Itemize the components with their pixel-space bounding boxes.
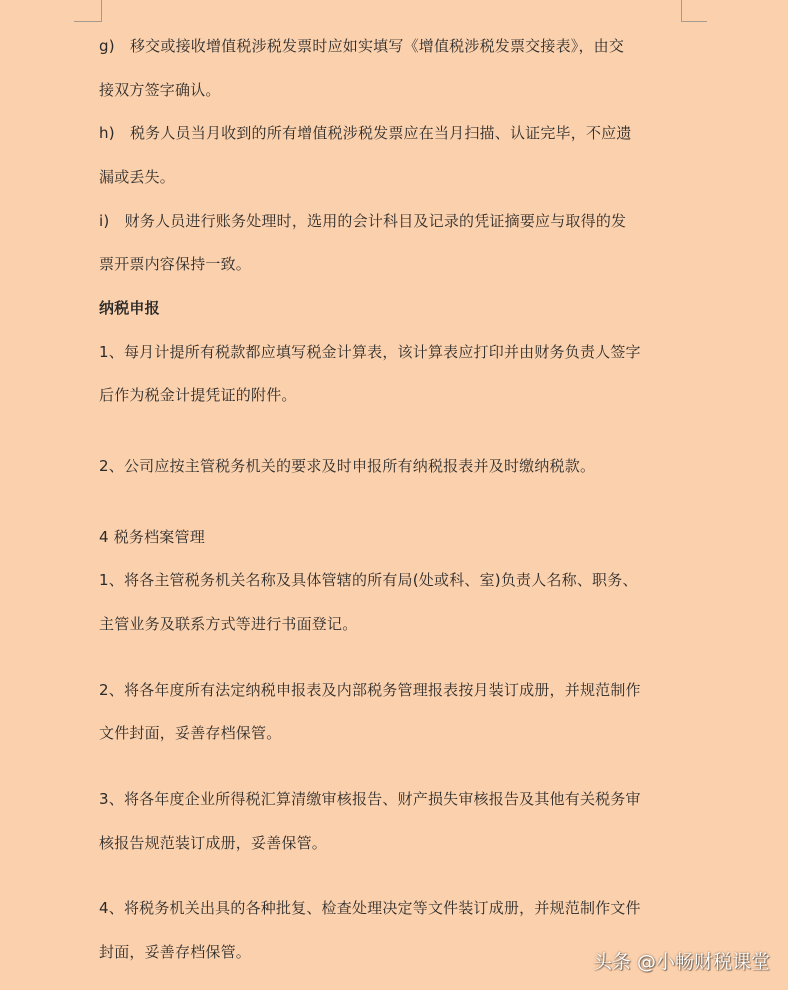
item-g-line-1: g) 移交或接收增值税涉税发票时应如实填写《增值税涉税发票交接表》，由交: [99, 37, 625, 55]
archive-item-3-line-2: 核报告规范装订成册，妥善保管。: [99, 834, 328, 852]
section-heading-tax-archive: 4 税务档案管理: [99, 528, 205, 546]
item-i-line-1: i) 财务人员进行账务处理时，选用的会计科目及记录的凭证摘要应与取得的发: [99, 212, 627, 230]
archive-item-4-line-2: 封面，妥善存档保管。: [99, 943, 252, 961]
archive-item-2-line-2: 文件封面，妥善存档保管。: [99, 724, 282, 742]
item-g-line-2: 接双方签字确认。: [99, 81, 221, 99]
archive-item-1-line-2: 主管业务及联系方式等进行书面登记。: [99, 615, 358, 633]
archive-item-3-line-1: 3、将各年度企业所得税汇算清缴审核报告、财产损失审核报告及其他有关税务审: [99, 790, 641, 808]
watermark-text: 头条 @小畅财税课堂: [592, 951, 770, 973]
filing-item-2-line-1: 2、公司应按主管税务机关的要求及时申报所有纳税报表并及时缴纳税款。: [99, 457, 596, 475]
section-heading-tax-filing: 纳税申报: [99, 299, 160, 317]
filing-item-1-line-1: 1、每月计提所有税款都应填写税金计算表，该计算表应打印并由财务负责人签字: [99, 343, 641, 361]
item-h-line-2: 漏或丢失。: [99, 168, 176, 186]
item-i-line-2: 票开票内容保持一致。: [99, 255, 252, 273]
filing-item-1-line-2: 后作为税金计提凭证的附件。: [99, 386, 297, 404]
archive-item-4-line-1: 4、将税务机关出具的各种批复、检查处理决定等文件装订成册，并规范制作文件: [99, 899, 641, 917]
archive-item-1-line-1: 1、将各主管税务机关名称及具体管辖的所有局(处或科、室)负责人名称、职务、: [99, 571, 638, 589]
crop-mark-right: [681, 0, 707, 22]
crop-mark-left: [74, 0, 102, 22]
archive-item-2-line-1: 2、将各年度所有法定纳税申报表及内部税务管理报表按月装订成册，并规范制作: [99, 681, 641, 699]
item-h-line-1: h) 税务人员当月收到的所有增值税涉税发票应在当月扫描、认证完毕，不应遗: [99, 124, 632, 142]
